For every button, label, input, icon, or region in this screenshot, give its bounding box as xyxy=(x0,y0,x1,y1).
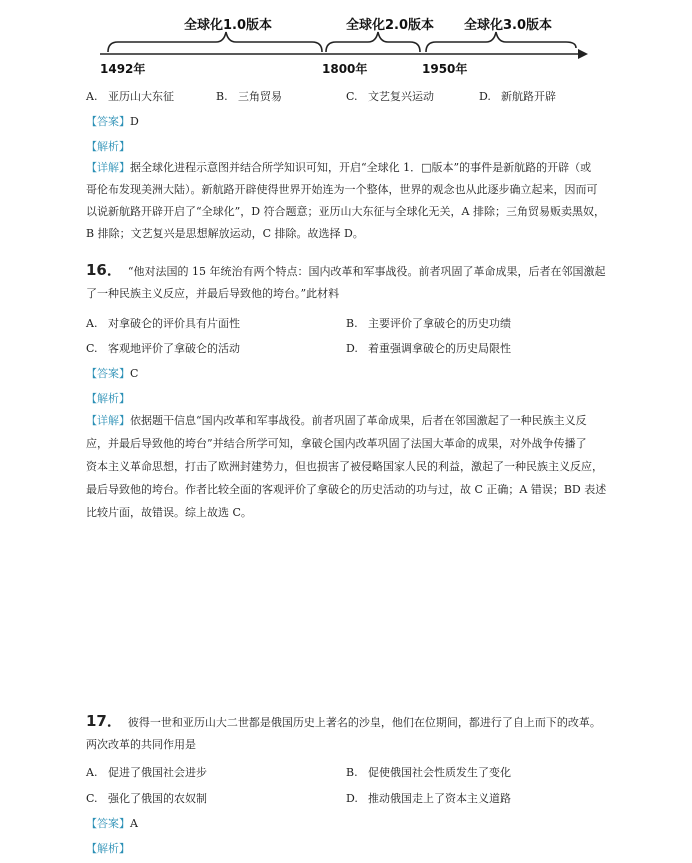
q16-analysis-label: 【解析】 xyxy=(86,392,130,405)
brace-1 xyxy=(108,32,322,52)
timeline-label-2: 全球化2.0版本 xyxy=(346,18,435,33)
q16-detail: 【详解】依据题干信息“国内改革和军事战役。前者巩固了革命成果，后者在邻国激起了一种民族主义反 应，并最后导致他的垮台”并结合所学可知，拿破仑国内改革巩固了法国大革命的成果，对外战争传播了 资本主义革命思想，打击了欧洲封建势力，但也损害了被侵略国家人民的利益，激起了一种民族主义反应， 最后导致他的垮台。作者比较全面的客观评价了拿破仑的历史活动的功与过，故 C 正确；A 错误；BD 表述 比较片面，故错误。综上故选 C。 xyxy=(86,414,607,519)
q15-option-d: D. 新航路开辟 xyxy=(479,90,556,103)
timeline-label-3: 全球化3.0版本 xyxy=(464,18,553,33)
q16-number: 16． xyxy=(86,261,122,279)
q17-option-d: D. 推动俄国走上了资本主义道路 xyxy=(346,792,511,805)
q15-analysis-label: 【解析】 xyxy=(86,140,130,153)
globalization-timeline xyxy=(86,8,606,80)
timeline-year-1950: 1950年 xyxy=(422,62,468,76)
q16-option-a: A. 对拿破仑的评价具有片面性 xyxy=(86,317,240,330)
q16-option-b: B. 主要评价了拿破仑的历史功绩 xyxy=(346,317,511,330)
q15-option-a: A. 亚历山大东征 xyxy=(86,90,174,103)
q17-analysis-label: 【解析】 xyxy=(86,842,130,855)
q15-answer: 【答案】D xyxy=(86,115,139,128)
timeline-year-1800: 1800年 xyxy=(322,62,368,76)
q15-option-b: B. 三角贸易 xyxy=(216,90,282,103)
q17-answer: 【答案】A xyxy=(86,817,138,830)
timeline-label-1: 全球化1.0版本 xyxy=(184,18,273,33)
brace-2 xyxy=(326,32,420,52)
q17-option-a: A. 促进了俄国社会进步 xyxy=(86,766,207,779)
q17-option-c: C. 强化了俄国的农奴制 xyxy=(86,792,207,805)
axis-arrow-icon xyxy=(578,49,588,59)
q15-detail: 【详解】据全球化进程示意图并结合所学知识可知，开启“全球化 1．□版本”的事件是新航路的开辟（或 哥伦布发现美洲大陆）。新航路开辟使得世界开始连为一个整体，世界的观念也从此逐步确立起来，因而可 以说新航路开辟开启了“全球化”，D 符合题意；亚历山大东征与全球化无关，A 排除；三角贸易贩卖黑奴， B 排除；文艺复兴是思想解放运动，C 排除。故选择 D。 xyxy=(86,161,606,240)
q17-option-b: B. 促使俄国社会性质发生了变化 xyxy=(346,766,511,779)
brace-3 xyxy=(426,32,576,52)
timeline-year-1492: 1492年 xyxy=(100,62,146,76)
q17-number: 17． xyxy=(86,712,122,730)
q16-option-d: D. 着重强调拿破仑的历史局限性 xyxy=(346,342,511,355)
q17-stem: 17． 彼得一世和亚历山大二世都是俄国历史上著名的沙皇，他们在位期间，都进行了自上而下的改革。 两次改革的共同作用是 xyxy=(86,712,601,751)
q16-option-c: C. 客观地评价了拿破仑的活动 xyxy=(86,342,240,355)
q16-stem: 16． “他对法国的 15 年统治有两个特点：国内改革和军事战役。前者巩固了革命成果，后者在邻国激起 了一种民族主义反应，并最后导致他的垮台。”此材料 xyxy=(86,261,606,300)
q15-option-c: C. 文艺复兴运动 xyxy=(346,90,434,103)
q16-answer: 【答案】C xyxy=(86,367,139,380)
